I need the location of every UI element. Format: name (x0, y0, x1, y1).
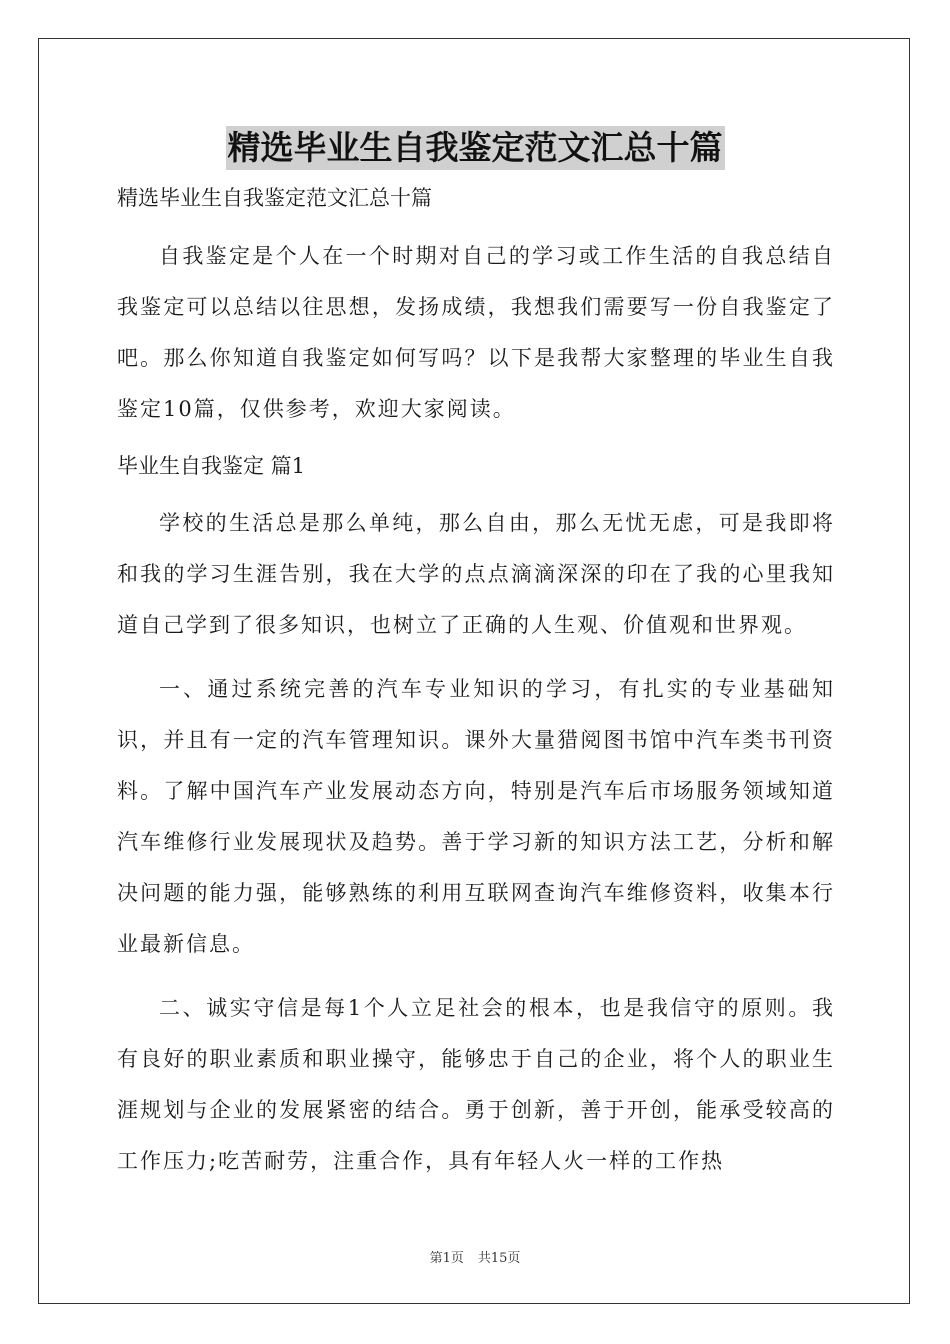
document-body (117, 180, 835, 1187)
page-total: 共15页 (477, 1251, 521, 1266)
body-paragraph-2: 一、通过系统完善的汽车专业知识的学习，有扎实的专业基础知识，并且有一定的汽车管理知识。课外大量猎阅图书馆中汽车类书刊资料。了解中国汽车产业发展动态方向，特别是汽车后市场服务领域知道汽车维修行业发展现状及趋势。善于学习新的知识方法工艺，分析和解决问题的能力强，能够熟练的利用互联网查询汽车维修资料，收集本行业最新信息。 (117, 677, 835, 956)
intro-paragraph: 自我鉴定是个人在一个时期对自己的学习或工作生活的自我总结自我鉴定可以总结以往思想，发扬成绩，我想我们需要写一份自我鉴定了吧。那么你知道自我鉴定如何写吗？以下是我帮大家整理的毕业生自我鉴定10篇，仅供参考，欢迎大家阅读。 (117, 244, 835, 421)
title-area (0, 126, 950, 170)
body-paragraph-3: 二、诚实守信是每1个人立足社会的根本，也是我信守的原则。我有良好的职业素质和职业操守，能够忠于自己的企业，将个人的职业生涯规划与企业的发展紧密的结合。勇于创新，善于开创，能承受较高的工作压力;吃苦耐劳，注重合作，具有年轻人火一样的工作热 (117, 996, 835, 1173)
section-heading: 毕业生自我鉴定 篇1 (117, 454, 306, 478)
document-title: 精选毕业生自我鉴定范文汇总十篇 (226, 126, 725, 170)
body-paragraph-1: 学校的生活总是那么单纯，那么自由，那么无忧无虑，可是我即将和我的学习生涯告别，我在大学的点点滴滴深深的印在了我的心里我知道自己学到了很多知识，也树立了正确的人生观、价值观和世界观。 (117, 511, 835, 637)
page-footer (0, 1247, 950, 1266)
page-number: 第1页 (429, 1251, 464, 1266)
document-subtitle: 精选毕业生自我鉴定范文汇总十篇 (117, 186, 432, 210)
